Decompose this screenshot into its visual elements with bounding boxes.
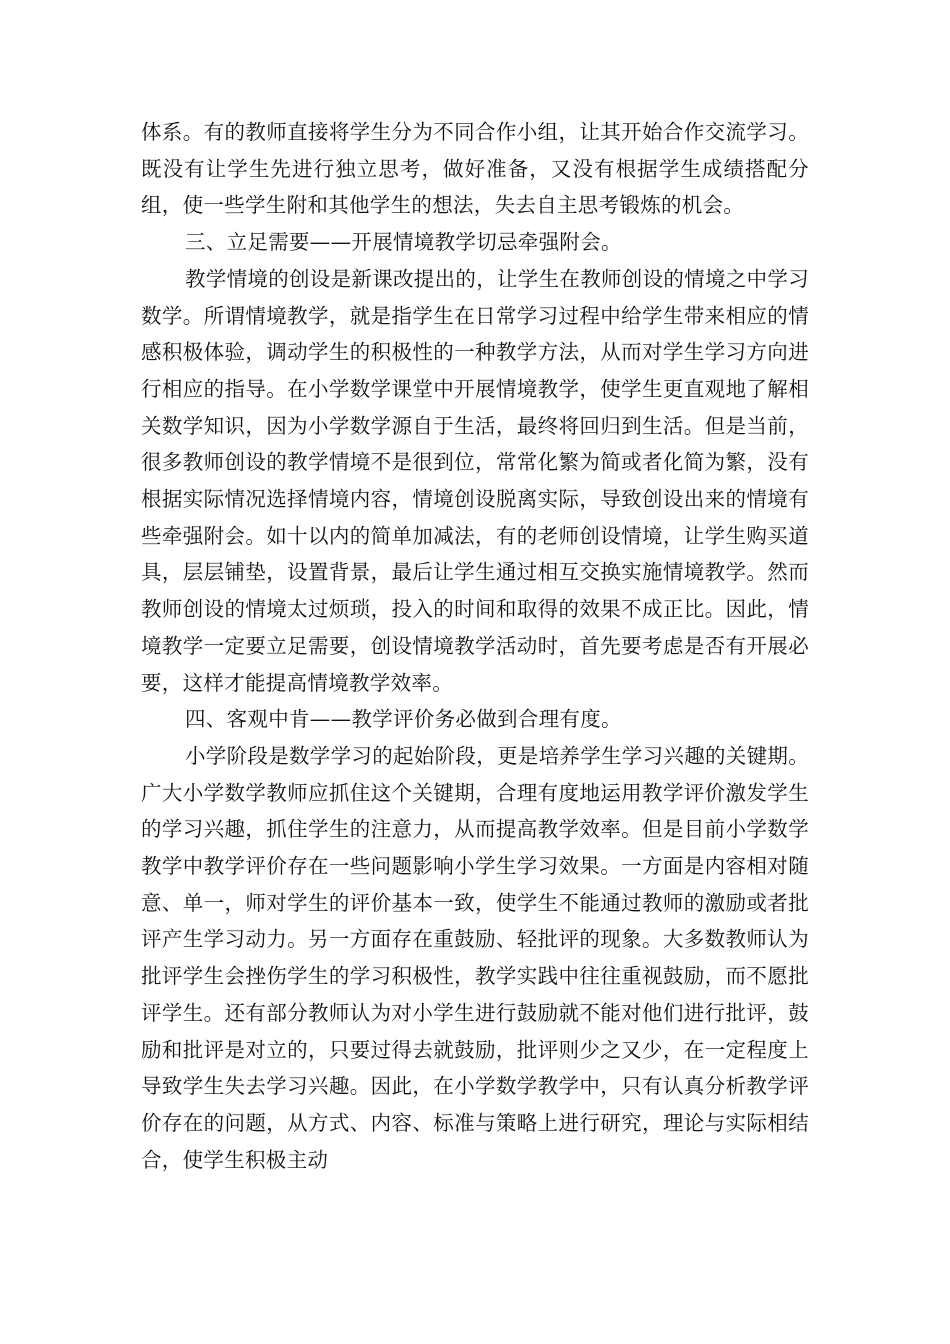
- section-heading-3: 三、立足需要——开展情境教学切忌牵强附会。: [185, 230, 622, 255]
- section-heading-4: 四、客观中肯——教学评价务必做到合理有度。: [185, 707, 622, 732]
- paragraph-continuation: 体系。有的教师直接将学生分为不同合作小组，让其开始合作交流学习。既没有让学生先进行独立思考，做好准备，又没有根据学生成绩搭配分组，使一些学生附和其他学生的想法，失去自主思考锻炼的机会。: [141, 120, 809, 218]
- paragraph-situational-teaching: 教学情境的创设是新课改提出的，让学生在教师创设的情境之中学习数学。所谓情境教学，就是指学生在日常学习过程中给学生带来相应的情感积极体验，调动学生的积极性的一种教学方法，从而对学生学习方向进行相应的指导。在小学数学课堂中开展情境教学，使学生更直观地了解相关数学知识，因为小学数学源自于生活，最终将回归到生活。但是当前，很多教师创设的教学情境不是很到位，常常化繁为简或者化简为繁，没有根据实际情况选择情境内容，情境创设脱离实际，导致创设出来的情境有些牵强附会。如十以内的简单加减法，有的老师创设情境，让学生购买道具，层层铺垫，设置背景，最后让学生通过相互交换实施情境教学。然而教师创设的情境太过烦琐，投入的时间和取得的效果不成正比。因此，情境教学一定要立足需要，创设情境教学活动时，首先要考虑是否有开展必要，这样才能提高情境教学效率。: [141, 266, 809, 695]
- document-body: [141, 114, 809, 1178]
- paragraph-teaching-evaluation: 小学阶段是数学学习的起始阶段，更是培养学生学习兴趣的关键期。广大小学数学教师应抓住这个关键期，合理有度地运用教学评价激发学生的学习兴趣，抓住学生的注意力，从而提高教学效率。但是目前小学数学教学中教学评价存在一些问题影响小学生学习效果。一方面是内容相对随意、单一，师对学生的评价基本一致，使学生不能通过教师的激励或者批评产生学习动力。另一方面存在重鼓励、轻批评的现象。大多数教师认为批评学生会挫伤学生的学习积极性，教学实践中往往重视鼓励，而不愿批评学生。还有部分教师认为对小学生进行鼓励就不能对他们进行批评，鼓励和批评是对立的，只要过得去就鼓励，批评则少之又少，在一定程度上导致学生失去学习兴趣。因此，在小学数学教学中，只有认真分析教学评价存在的问题，从方式、内容、标准与策略上进行研究，理论与实际相结合，使学生积极主动: [141, 743, 809, 1172]
